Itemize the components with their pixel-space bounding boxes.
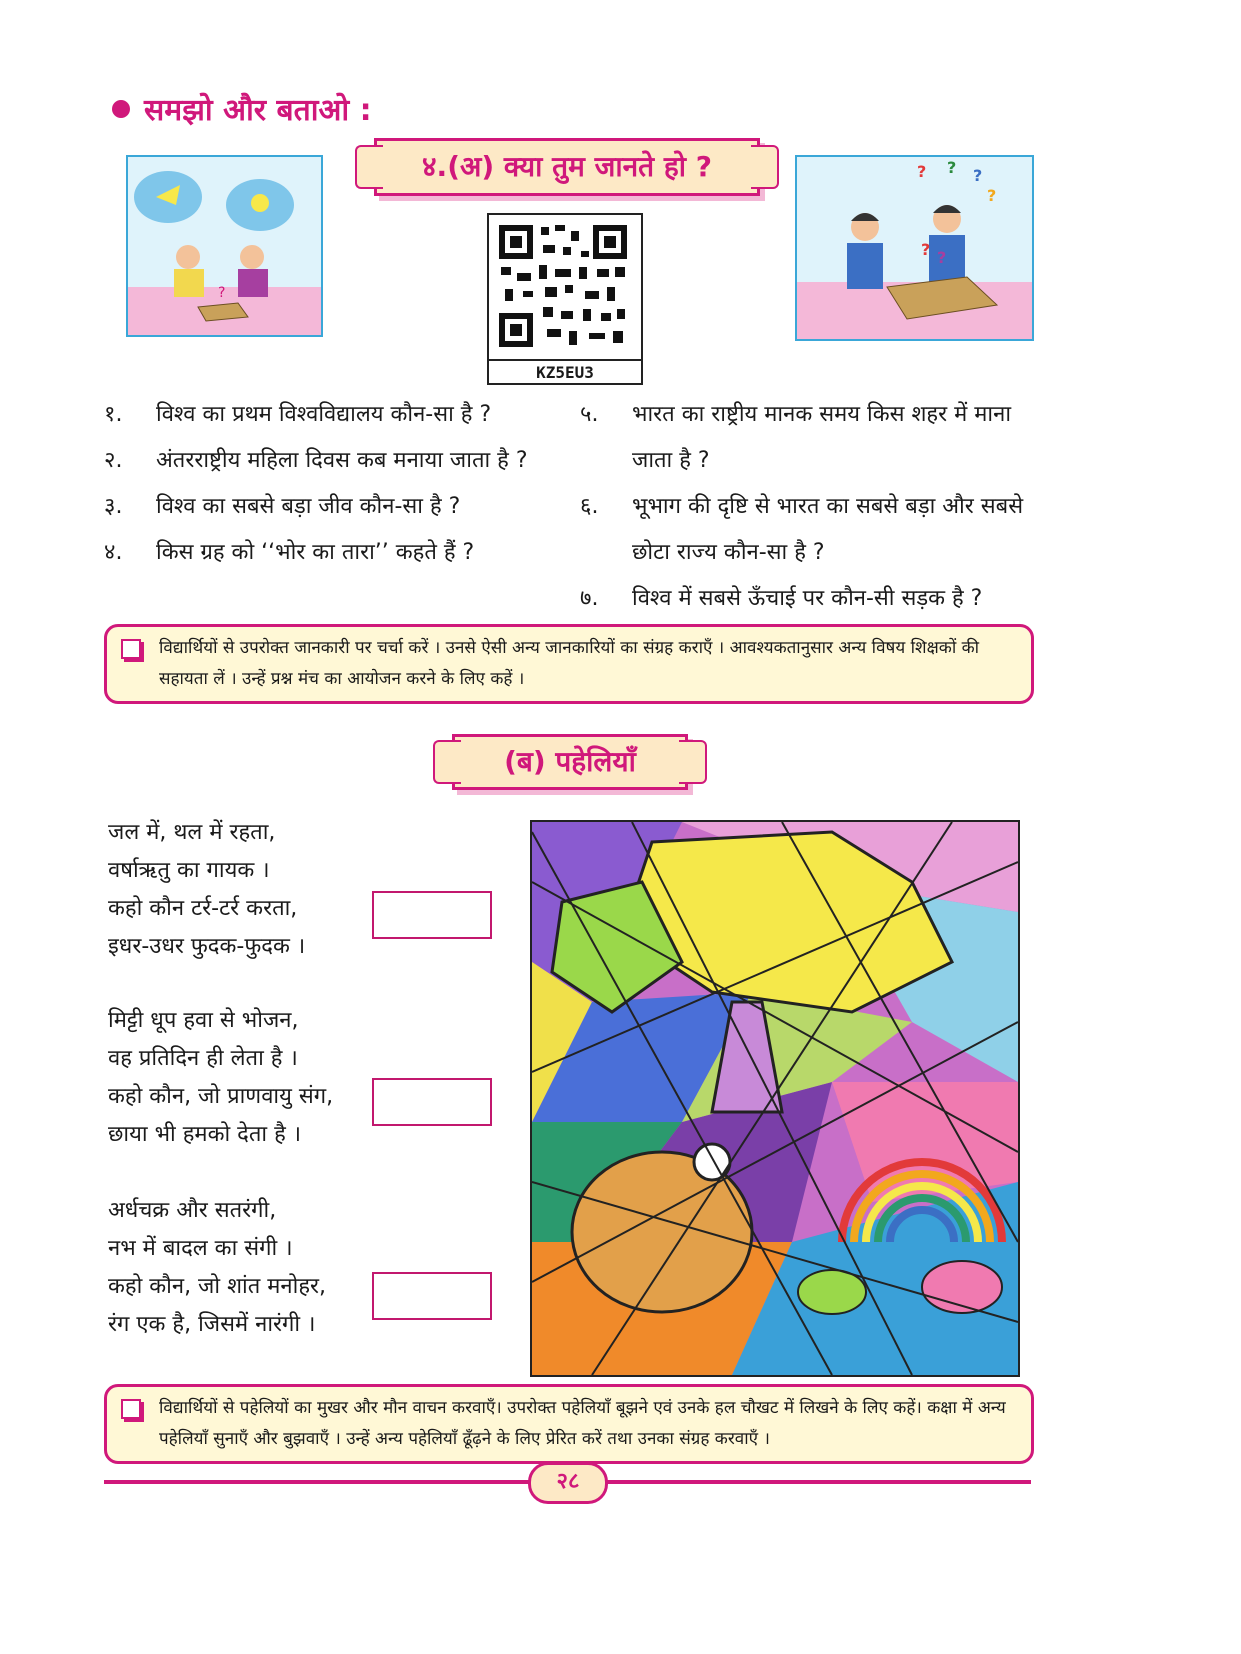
hidden-picture-puzzle bbox=[530, 820, 1020, 1377]
footer-line-right bbox=[605, 1480, 1031, 1484]
svg-text:?: ? bbox=[218, 285, 226, 301]
svg-text:?: ? bbox=[987, 186, 997, 205]
svg-text:?: ? bbox=[921, 240, 931, 259]
question-number: ५. bbox=[580, 402, 599, 427]
section-heading-text: समझो और बताओ : bbox=[144, 93, 372, 128]
title-b-box bbox=[452, 734, 688, 790]
illustration-boys bbox=[126, 155, 323, 337]
svg-text:?: ? bbox=[937, 248, 947, 267]
riddle-line: वर्षाऋतु का गायक । bbox=[108, 858, 270, 883]
teacher-note-b bbox=[104, 1384, 1034, 1464]
teacher-note-a bbox=[104, 624, 1034, 704]
answer-box-3[interactable] bbox=[372, 1272, 492, 1320]
qr-pattern-icon bbox=[489, 215, 637, 355]
riddle-line: कहो कौन, जो प्राणवायु संग, bbox=[108, 1084, 334, 1109]
title-decoration bbox=[433, 740, 461, 784]
riddle-line: मिट्टी धूप हवा से भोजन, bbox=[108, 1008, 299, 1033]
checkbox-icon bbox=[121, 639, 141, 659]
section-heading bbox=[112, 88, 372, 129]
riddle-line: इधर-उधर फुदक-फुदक । bbox=[108, 934, 306, 959]
question-text: अंतरराष्ट्रीय महिला दिवस कब मनाया जाता है ? bbox=[156, 448, 528, 473]
riddle-line: वह प्रतिदिन ही लेता है । bbox=[108, 1046, 298, 1071]
title-decoration bbox=[679, 740, 707, 784]
question-number: २. bbox=[104, 448, 123, 473]
riddle-1 bbox=[108, 814, 368, 966]
svg-text:?: ? bbox=[917, 162, 927, 181]
question-item bbox=[104, 438, 554, 484]
teacher-note-a-text: विद्यार्थियों से उपरोक्त जानकारी पर चर्चा करें । उनसे ऐसी अन्य जानकारियों का संग्रह कराएँ । आवश्यकतानुसार अन्य विषय शिक्षकों की सहायता लें । उन्हें प्रश्न मंच का आयोजन करने के लिए कहें । bbox=[159, 638, 980, 689]
riddle-line: अर्धचक्र और सतरंगी, bbox=[108, 1198, 277, 1223]
question-number: ६. bbox=[580, 494, 599, 519]
bullet-icon bbox=[112, 100, 130, 118]
footer-line-left bbox=[104, 1480, 530, 1484]
title-decoration bbox=[355, 145, 383, 189]
answer-box-2[interactable] bbox=[372, 1078, 492, 1126]
question-text: भारत का राष्ट्रीय मानक समय किस शहर में माना जाता है ? bbox=[632, 402, 1012, 473]
svg-text:?: ? bbox=[947, 158, 957, 177]
question-text: विश्व का प्रथम विश्वविद्यालय कौन-सा है ? bbox=[156, 402, 492, 427]
title-a: ४.(अ) क्या तुम जानते हो ? bbox=[422, 150, 712, 183]
riddle-2 bbox=[108, 1002, 368, 1154]
question-number: ३. bbox=[104, 494, 123, 519]
question-item bbox=[104, 530, 554, 576]
riddle-line: रंग एक है, जिसमें नारंगी । bbox=[108, 1312, 316, 1337]
answer-box-1[interactable] bbox=[372, 891, 492, 939]
teacher-note-b-text: विद्यार्थियों से पहेलियों का मुखर और मौन वाचन करवाएँ। उपरोक्त पहेलियाँ बूझने एवं उनके हल चौखट में लिखने के लिए कहें। कक्षा में अन्य पहेलियाँ सुनाएँ और बुझवाएँ । उन्हें अन्य पहेलियाँ ढूँढ़ने के लिए प्रेरित करें तथा उनका संग्रह करवाएँ । bbox=[159, 1398, 1006, 1449]
illustration-girls bbox=[795, 155, 1034, 341]
riddle-line: कहो कौन टर्र-टर्र करता, bbox=[108, 896, 298, 921]
question-text: किस ग्रह को ‘‘भोर का तारा’’ कहते हैं ? bbox=[156, 540, 475, 565]
page-number: २८ bbox=[528, 1462, 608, 1504]
question-number: ७. bbox=[580, 586, 599, 611]
riddle-3 bbox=[108, 1192, 368, 1344]
riddle-line: नभ में बादल का संगी । bbox=[108, 1236, 293, 1261]
questions-right bbox=[580, 392, 1030, 622]
questions-left bbox=[104, 392, 554, 576]
title-decoration bbox=[751, 145, 779, 189]
question-text: विश्व में सबसे ऊँचाई पर कौन-सी सड़क है ? bbox=[632, 586, 983, 611]
riddle-line: कहो कौन, जो शांत मनोहर, bbox=[108, 1274, 327, 1299]
question-item bbox=[580, 576, 1030, 622]
question-number: १. bbox=[104, 402, 123, 427]
question-item bbox=[580, 392, 1030, 484]
question-item bbox=[104, 484, 554, 530]
title-b: (ब) पहेलियाँ bbox=[504, 745, 636, 778]
question-text: विश्व का सबसे बड़ा जीव कौन-सा है ? bbox=[156, 494, 461, 519]
question-number: ४. bbox=[104, 540, 123, 565]
qr-code-label: KZ5EU3 bbox=[489, 359, 641, 385]
question-text: भूभाग की दृष्टि से भारत का सबसे बड़ा और सबसे छोटा राज्य कौन-सा है ? bbox=[632, 494, 1024, 565]
riddle-line: जल में, थल में रहता, bbox=[108, 820, 276, 845]
riddle-line: छाया भी हमको देता है । bbox=[108, 1122, 302, 1147]
title-a-box bbox=[374, 138, 760, 196]
checkbox-icon bbox=[121, 1399, 141, 1419]
question-item bbox=[580, 484, 1030, 576]
qr-code bbox=[487, 213, 643, 385]
question-item bbox=[104, 392, 554, 438]
svg-text:?: ? bbox=[973, 166, 983, 185]
